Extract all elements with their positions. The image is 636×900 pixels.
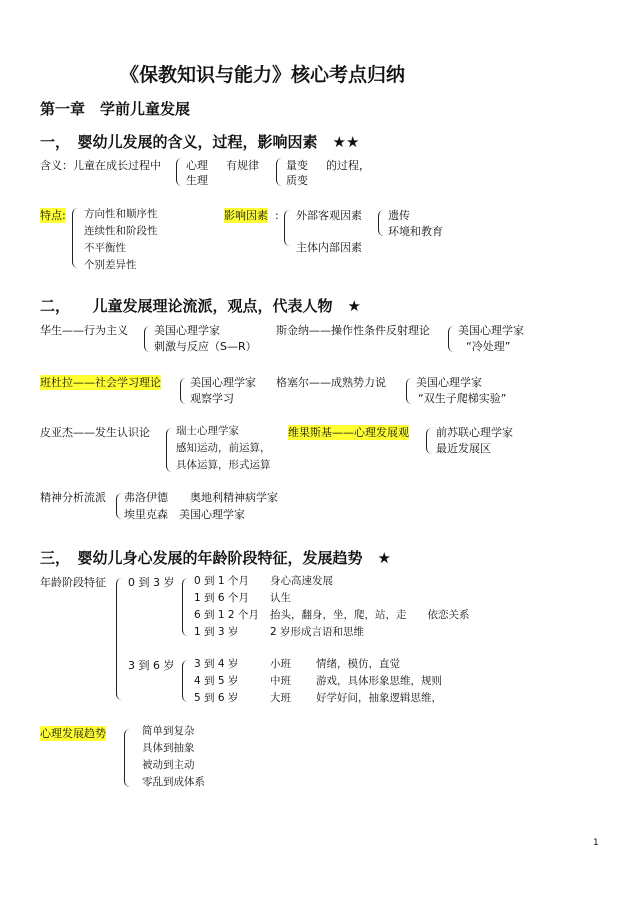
- external-factors-brace: [378, 210, 385, 236]
- theory-gesell: 格塞尔——成熟势力说: [276, 376, 386, 389]
- age-stage-label: 年龄阶段特征: [40, 576, 106, 589]
- age-row-age: 3 到 4 岁: [194, 658, 239, 670]
- factors-label: 影响因素: [224, 209, 268, 222]
- definition-brace-a: [176, 158, 183, 186]
- trend-item: 具体到抽象: [142, 742, 195, 754]
- age-row-age: 5 到 6 岁: [194, 692, 239, 704]
- trend-item: 被动到主动: [142, 759, 195, 771]
- feature-item: 个别差异性: [84, 259, 137, 271]
- age-row-desc: 游戏，具体形象思维，规则: [316, 675, 442, 687]
- theory-skinner: 斯金纳——操作性条件反射理论: [276, 324, 430, 337]
- vygotsky-item: 最近发展区: [436, 442, 491, 455]
- piaget-item: 感知运动，前运算，: [176, 442, 271, 454]
- theory-vygotsky: 维果斯基——心理发展观: [288, 426, 409, 439]
- age-row-desc: 好学好问，抽象逻辑思维，: [316, 692, 442, 704]
- age-row-class: 大班: [270, 692, 291, 704]
- page-title: 《保教知识与能力》核心考点归纳: [120, 64, 406, 86]
- factor-item: 外部客观因素: [296, 209, 362, 222]
- section-2-heading: 二， 儿童发展理论流派，观点，代表人物 ★: [40, 297, 361, 315]
- age-group-2-brace: [182, 660, 189, 702]
- age-row-desc: 认生: [270, 592, 291, 604]
- skinner-item: 美国心理学家: [458, 324, 524, 337]
- age-row-class: 小班: [270, 658, 291, 670]
- features-brace: [72, 208, 79, 268]
- bandura-brace: [180, 378, 187, 404]
- definition-tail: 的过程，: [326, 159, 370, 172]
- definition-regular: 有规律: [226, 159, 259, 172]
- age-row-desc: 抬头，翻身，坐，爬，站，走 依恋关系: [270, 609, 470, 621]
- age-row-age: 6 到 1 2 个月: [194, 609, 259, 621]
- psychoanalysis-item: 弗洛伊德 奥地利精神病学家: [124, 491, 278, 504]
- vygotsky-brace: [426, 428, 433, 454]
- section-3-heading: 三， 婴幼儿身心发展的年龄阶段特征，发展趋势 ★: [40, 549, 391, 567]
- age-group-1-brace: [182, 578, 189, 636]
- gesell-brace: [406, 378, 413, 404]
- bandura-item: 美国心理学家: [190, 376, 256, 389]
- watson-item: 刺激与反应（S—R）: [154, 340, 257, 353]
- definition-item: 生理: [186, 174, 208, 187]
- psychoanalysis-brace: [116, 493, 123, 519]
- trend-item: 简单到复杂: [142, 725, 195, 737]
- piaget-item: 瑞士心理学家: [176, 425, 239, 437]
- definition-brace-b: [276, 158, 283, 186]
- age-row-desc: 2 岁形成言语和思维: [270, 626, 365, 638]
- theory-bandura: 班杜拉——社会学习理论: [40, 376, 161, 389]
- features-label: 特点:: [40, 209, 66, 222]
- external-factor-item: 遗传: [388, 209, 410, 222]
- age-row-age: 0 到 1 个月: [194, 575, 249, 587]
- psychoanalysis-item: 埃里克森 美国心理学家: [124, 508, 245, 521]
- chapter-heading: 第一章 学前儿童发展: [40, 100, 191, 118]
- watson-brace: [144, 326, 151, 352]
- gesell-item: “双生子爬梯实验”: [418, 392, 507, 405]
- age-group-label: 0 到 3 岁: [128, 576, 175, 589]
- factors-colon: :: [275, 209, 279, 222]
- external-factor-item: 环境和教育: [388, 225, 443, 238]
- factor-item: 主体内部因素: [296, 241, 362, 254]
- feature-item: 连续性和阶段性: [84, 225, 158, 237]
- gesell-item: 美国心理学家: [416, 376, 482, 389]
- definition-item: 量变: [286, 159, 308, 172]
- skinner-item: “冷处理”: [466, 340, 511, 353]
- trend-item: 零乱到成体系: [142, 776, 205, 788]
- page-number: 1: [593, 838, 599, 848]
- age-row-age: 1 到 3 岁: [194, 626, 239, 638]
- age-group-label: 3 到 6 岁: [128, 659, 175, 672]
- definition-item: 心理: [186, 159, 208, 172]
- bandura-item: 观察学习: [190, 392, 234, 405]
- feature-item: 不平衡性: [84, 242, 126, 254]
- feature-item: 方向性和顺序性: [84, 208, 158, 220]
- theory-psychoanalysis: 精神分析流派: [40, 491, 106, 504]
- section-1-heading: 一， 婴幼儿发展的含义，过程，影响因素 ★★: [40, 133, 360, 151]
- age-row-desc: 情绪，模仿，直觉: [316, 658, 400, 670]
- watson-item: 美国心理学家: [154, 324, 220, 337]
- skinner-brace: [448, 326, 455, 352]
- theory-piaget: 皮亚杰——发生认识论: [40, 426, 150, 439]
- piaget-item: 具体运算，形式运算: [176, 459, 271, 471]
- definition-item: 质变: [286, 174, 308, 187]
- age-stage-brace: [116, 578, 125, 700]
- trend-brace: [124, 729, 133, 787]
- definition-label: 含义：儿童在成长过程中: [40, 159, 161, 172]
- age-row-age: 1 到 6 个月: [194, 592, 249, 604]
- trend-label: 心理发展趋势: [40, 727, 106, 740]
- factors-brace: [284, 210, 291, 246]
- theory-watson: 华生——行为主义: [40, 324, 128, 337]
- age-row-age: 4 到 5 岁: [194, 675, 239, 687]
- vygotsky-item: 前苏联心理学家: [436, 426, 513, 439]
- piaget-brace: [166, 428, 173, 472]
- age-row-class: 中班: [270, 675, 291, 687]
- age-row-desc: 身心高速发展: [270, 575, 333, 587]
